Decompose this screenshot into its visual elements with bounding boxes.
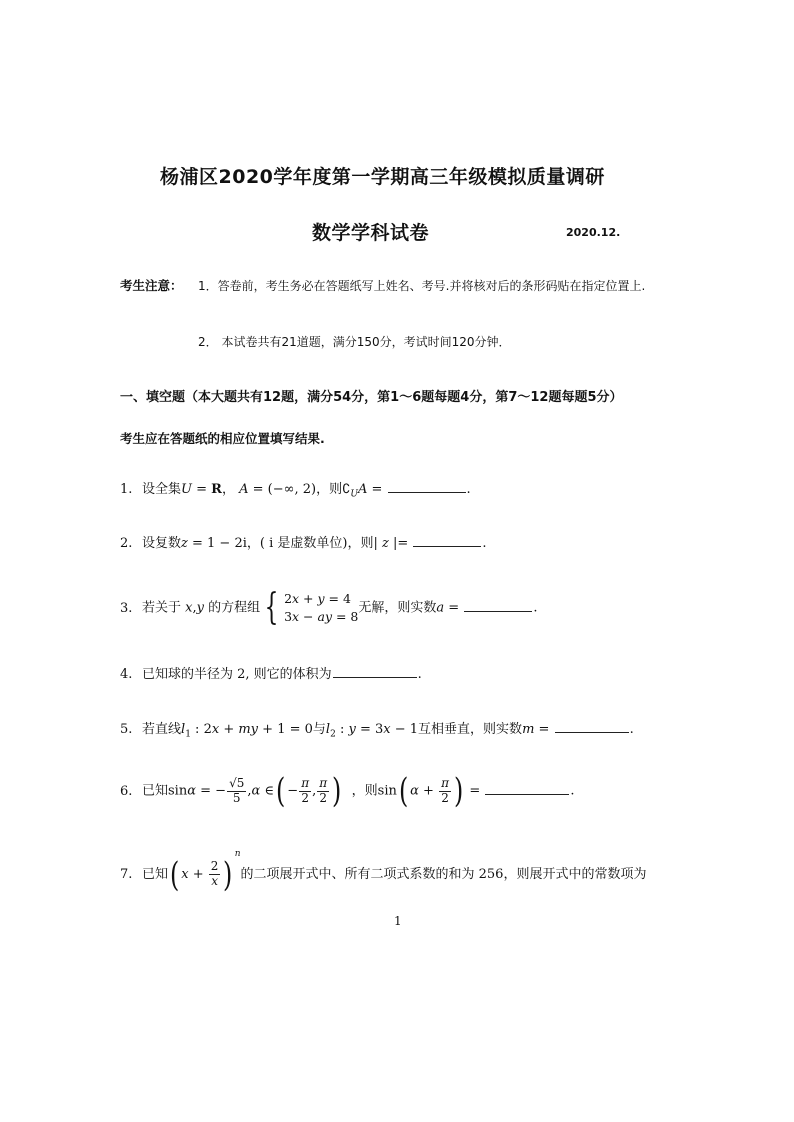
question-number: 1. — [120, 482, 133, 497]
exam-date: 2020.12. — [566, 226, 621, 239]
question-number: 2. — [120, 536, 133, 551]
question-1: 1. 设全集U = R， A = (−∞, 2)，则$∁_UA$ = . — [120, 482, 471, 500]
question-number: 5. — [120, 722, 133, 737]
answer-blank — [555, 731, 629, 733]
question-4: 4. 已知球的半径为 2, 则它的体积为 . — [120, 667, 422, 682]
notice-label: 考生注意： — [120, 278, 183, 293]
exam-subtitle: 数学学科试卷 — [312, 222, 430, 244]
question-number: 4. — [120, 667, 133, 682]
question-text: 设复数 — [142, 536, 182, 551]
question-text: 若关于 — [142, 600, 182, 616]
answer-blank — [333, 676, 417, 678]
answer-blank — [413, 545, 481, 547]
page-number: 1 — [394, 914, 402, 928]
question-7: 7. 已知( x + $\frac{2}{x}$ )$^n$的二项展开式中、所有二项式系数的和为 256，则展开式中的常数项为 — [120, 849, 647, 895]
answer-blank — [464, 610, 532, 612]
question-text: 已知球的半径为 2, 则它的体积为 — [142, 667, 332, 682]
question-text: 若直线 — [142, 722, 182, 737]
notice-item-2: 2． 本试卷共有21道题，满分150分，考试时间120分钟． — [198, 335, 511, 349]
question-5: 5. 若直线$l_1$ : 2x + my + 1 = 0与$l_2$ : y = 3x − 1互相垂直，则实数m = . — [120, 722, 634, 740]
section-heading: 一、填空题（本大题共有12题，满分54分，第1～6题每题4分，第7～12题每题5分） — [120, 390, 623, 405]
question-number: 7. — [120, 867, 133, 882]
exam-title: 杨浦区2020学年度第一学期高三年级模拟质量调研 — [160, 166, 605, 188]
question-3: 3. 若关于 x,y 的方程组 { 2x + y = 4 3x − ay = 8 无解，则实数a = . — [120, 587, 538, 629]
question-number: 6. — [120, 783, 133, 799]
section-instruction: 考生应在答题纸的相应位置填写结果. — [120, 431, 325, 446]
notice-item-1: 1．答卷前，考生务必在答题纸写上姓名、考号.并将核对后的条形码贴在指定位置上. — [198, 279, 646, 293]
question-number: 3. — [120, 600, 133, 616]
answer-blank — [485, 793, 569, 795]
question-text: 已知 — [142, 867, 169, 882]
question-text: 已知 — [142, 783, 169, 799]
question-text: 设全集 — [142, 482, 182, 497]
equation-system: { 2x + y = 4 3x − ay = 8 — [264, 587, 359, 629]
question-2: 2. 设复数z = 1 − 2i，( i 是虚数单位)，则| z |= . — [120, 536, 487, 551]
answer-blank — [388, 491, 466, 493]
question-6: 6. 已知sinα = − $\frac{√5}{5}$ ,α ∈( − $\frac{\pi}{2}$ , $\frac{\pi}{2}$ ) ，则sin( α + $\frac{\pi}{2}$ ) = . — [120, 771, 575, 811]
